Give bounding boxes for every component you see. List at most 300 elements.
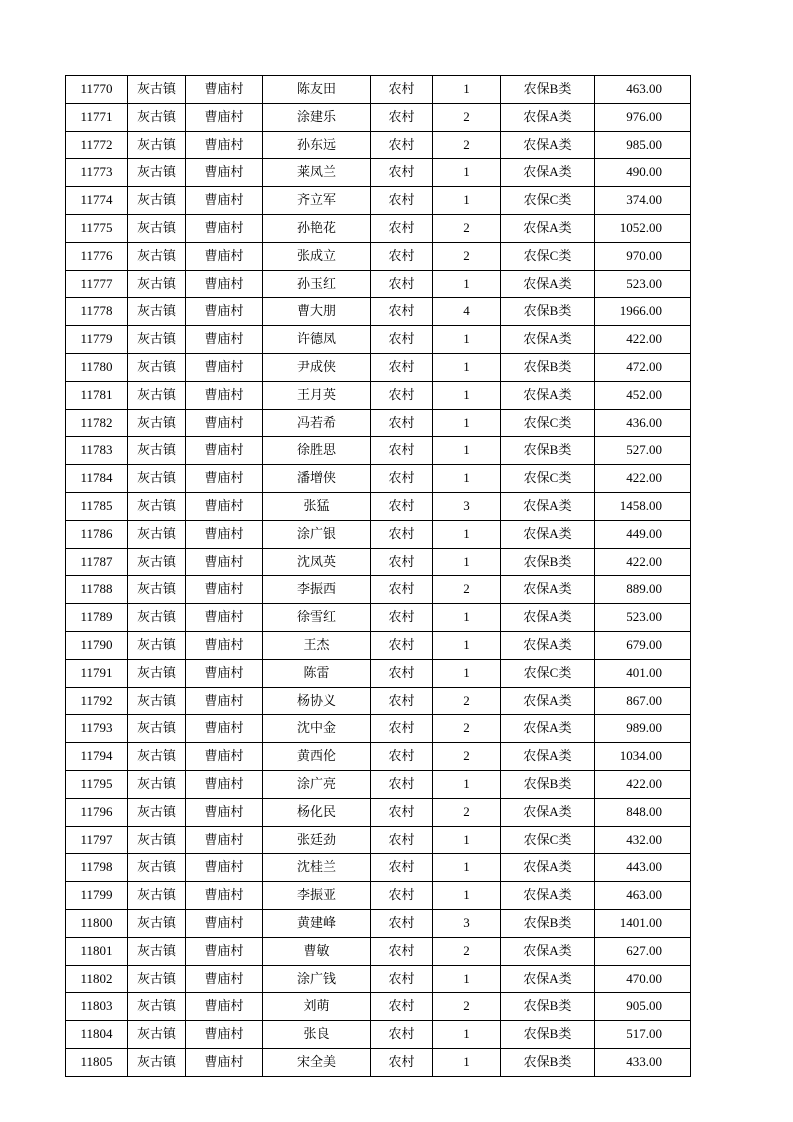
table-cell-count: 1 [433, 353, 501, 381]
table-cell-category: 农村 [371, 882, 433, 910]
data-table [65, 75, 691, 1077]
table-cell-serial: 11791 [66, 659, 128, 687]
table-cell-count: 1 [433, 854, 501, 882]
table-cell-town: 灰古镇 [128, 576, 186, 604]
table-cell-village: 曹庙村 [186, 993, 263, 1021]
table-cell-category: 农村 [371, 937, 433, 965]
table-cell-village: 曹庙村 [186, 437, 263, 465]
table-cell-name: 徐胜思 [263, 437, 371, 465]
table-cell-name: 杨协义 [263, 687, 371, 715]
table-cell-amount: 985.00 [595, 131, 691, 159]
table-cell-name: 王杰 [263, 631, 371, 659]
table-cell-village: 曹庙村 [186, 214, 263, 242]
table-cell-amount: 401.00 [595, 659, 691, 687]
table-cell-village: 曹庙村 [186, 492, 263, 520]
table-cell-category: 农村 [371, 131, 433, 159]
table-cell-name: 陈雷 [263, 659, 371, 687]
table-cell-amount: 1458.00 [595, 492, 691, 520]
table-cell-name: 李振西 [263, 576, 371, 604]
table-cell-amount: 517.00 [595, 1021, 691, 1049]
table-cell-amount: 422.00 [595, 770, 691, 798]
table-cell-insurance_type: 农保A类 [501, 381, 595, 409]
table-row [66, 492, 691, 520]
table-row [66, 214, 691, 242]
table-cell-insurance_type: 农保B类 [501, 548, 595, 576]
table-cell-insurance_type: 农保A类 [501, 492, 595, 520]
table-cell-serial: 11789 [66, 604, 128, 632]
table-cell-amount: 523.00 [595, 604, 691, 632]
table-cell-town: 灰古镇 [128, 242, 186, 270]
table-cell-insurance_type: 农保C类 [501, 826, 595, 854]
table-cell-count: 1 [433, 520, 501, 548]
table-cell-insurance_type: 农保B类 [501, 1048, 595, 1076]
table-cell-village: 曹庙村 [186, 76, 263, 104]
table-cell-village: 曹庙村 [186, 131, 263, 159]
table-cell-town: 灰古镇 [128, 353, 186, 381]
table-cell-village: 曹庙村 [186, 103, 263, 131]
table-cell-category: 农村 [371, 631, 433, 659]
table-cell-insurance_type: 农保C类 [501, 659, 595, 687]
table-row [66, 465, 691, 493]
table-cell-count: 1 [433, 1048, 501, 1076]
table-cell-town: 灰古镇 [128, 604, 186, 632]
table-row [66, 409, 691, 437]
table-cell-amount: 523.00 [595, 270, 691, 298]
table-cell-insurance_type: 农保C类 [501, 242, 595, 270]
table-cell-amount: 472.00 [595, 353, 691, 381]
table-cell-category: 农村 [371, 409, 433, 437]
table-cell-category: 农村 [371, 298, 433, 326]
table-cell-name: 孙玉红 [263, 270, 371, 298]
table-cell-amount: 449.00 [595, 520, 691, 548]
table-cell-town: 灰古镇 [128, 465, 186, 493]
table-cell-insurance_type: 农保A类 [501, 604, 595, 632]
table-cell-name: 张猛 [263, 492, 371, 520]
table-cell-count: 1 [433, 76, 501, 104]
table-cell-name: 曹大朋 [263, 298, 371, 326]
table-row [66, 798, 691, 826]
table-cell-category: 农村 [371, 520, 433, 548]
table-cell-category: 农村 [371, 854, 433, 882]
table-cell-amount: 679.00 [595, 631, 691, 659]
table-cell-serial: 11775 [66, 214, 128, 242]
table-cell-amount: 490.00 [595, 159, 691, 187]
table-cell-serial: 11779 [66, 326, 128, 354]
table-row [66, 159, 691, 187]
table-cell-category: 农村 [371, 381, 433, 409]
table-cell-serial: 11770 [66, 76, 128, 104]
table-cell-count: 2 [433, 103, 501, 131]
table-cell-town: 灰古镇 [128, 882, 186, 910]
table-cell-count: 4 [433, 298, 501, 326]
table-row [66, 1021, 691, 1049]
table-cell-serial: 11784 [66, 465, 128, 493]
table-cell-serial: 11805 [66, 1048, 128, 1076]
table-row [66, 854, 691, 882]
table-cell-amount: 433.00 [595, 1048, 691, 1076]
table-cell-name: 张廷劲 [263, 826, 371, 854]
table-cell-category: 农村 [371, 242, 433, 270]
table-cell-insurance_type: 农保B类 [501, 298, 595, 326]
table-row [66, 103, 691, 131]
table-cell-name: 宋全美 [263, 1048, 371, 1076]
table-cell-town: 灰古镇 [128, 214, 186, 242]
table-cell-town: 灰古镇 [128, 298, 186, 326]
table-cell-category: 农村 [371, 826, 433, 854]
table-cell-village: 曹庙村 [186, 270, 263, 298]
table-cell-insurance_type: 农保A类 [501, 854, 595, 882]
table-row [66, 187, 691, 215]
table-row [66, 993, 691, 1021]
table-cell-village: 曹庙村 [186, 937, 263, 965]
table-cell-category: 农村 [371, 715, 433, 743]
table-row [66, 270, 691, 298]
table-cell-insurance_type: 农保B类 [501, 437, 595, 465]
table-cell-category: 农村 [371, 103, 433, 131]
table-cell-amount: 867.00 [595, 687, 691, 715]
table-cell-serial: 11774 [66, 187, 128, 215]
table-cell-count: 1 [433, 965, 501, 993]
table-cell-village: 曹庙村 [186, 631, 263, 659]
table-cell-category: 农村 [371, 187, 433, 215]
table-cell-town: 灰古镇 [128, 520, 186, 548]
table-cell-count: 2 [433, 242, 501, 270]
table-body [66, 76, 691, 1077]
table-cell-category: 农村 [371, 993, 433, 1021]
table-cell-count: 3 [433, 492, 501, 520]
table-cell-serial: 11800 [66, 909, 128, 937]
table-row [66, 576, 691, 604]
table-cell-count: 3 [433, 909, 501, 937]
table-cell-serial: 11786 [66, 520, 128, 548]
table-cell-serial: 11798 [66, 854, 128, 882]
table-cell-category: 农村 [371, 76, 433, 104]
table-cell-insurance_type: 农保A类 [501, 576, 595, 604]
table-cell-count: 1 [433, 381, 501, 409]
table-cell-amount: 452.00 [595, 381, 691, 409]
table-cell-town: 灰古镇 [128, 103, 186, 131]
table-cell-town: 灰古镇 [128, 909, 186, 937]
table-cell-serial: 11793 [66, 715, 128, 743]
table-cell-name: 尹成侠 [263, 353, 371, 381]
table-cell-count: 1 [433, 1021, 501, 1049]
table-cell-count: 2 [433, 687, 501, 715]
table-cell-amount: 905.00 [595, 993, 691, 1021]
table-cell-insurance_type: 农保B类 [501, 909, 595, 937]
table-cell-insurance_type: 农保A类 [501, 743, 595, 771]
table-cell-town: 灰古镇 [128, 159, 186, 187]
table-cell-amount: 627.00 [595, 937, 691, 965]
table-cell-name: 沈中金 [263, 715, 371, 743]
table-cell-village: 曹庙村 [186, 770, 263, 798]
table-cell-insurance_type: 农保A类 [501, 214, 595, 242]
table-cell-town: 灰古镇 [128, 937, 186, 965]
table-cell-village: 曹庙村 [186, 604, 263, 632]
table-cell-town: 灰古镇 [128, 965, 186, 993]
table-row [66, 604, 691, 632]
table-cell-count: 1 [433, 409, 501, 437]
table-cell-village: 曹庙村 [186, 326, 263, 354]
table-cell-serial: 11771 [66, 103, 128, 131]
table-cell-category: 农村 [371, 326, 433, 354]
table-cell-amount: 432.00 [595, 826, 691, 854]
table-cell-amount: 470.00 [595, 965, 691, 993]
table-cell-count: 1 [433, 270, 501, 298]
table-row [66, 965, 691, 993]
table-cell-amount: 527.00 [595, 437, 691, 465]
table-row [66, 937, 691, 965]
table-cell-count: 2 [433, 214, 501, 242]
table-row [66, 1048, 691, 1076]
table-cell-amount: 1034.00 [595, 743, 691, 771]
table-cell-name: 刘萌 [263, 993, 371, 1021]
table-cell-insurance_type: 农保A类 [501, 715, 595, 743]
table-cell-town: 灰古镇 [128, 993, 186, 1021]
table-cell-insurance_type: 农保A类 [501, 937, 595, 965]
table-cell-town: 灰古镇 [128, 187, 186, 215]
table-cell-town: 灰古镇 [128, 854, 186, 882]
table-cell-insurance_type: 农保A类 [501, 270, 595, 298]
table-cell-town: 灰古镇 [128, 1048, 186, 1076]
table-cell-category: 农村 [371, 965, 433, 993]
table-cell-town: 灰古镇 [128, 826, 186, 854]
table-cell-count: 1 [433, 465, 501, 493]
table-cell-insurance_type: 农保C类 [501, 187, 595, 215]
table-cell-category: 农村 [371, 492, 433, 520]
table-cell-amount: 1966.00 [595, 298, 691, 326]
table-cell-insurance_type: 农保A类 [501, 882, 595, 910]
table-row [66, 520, 691, 548]
table-cell-serial: 11778 [66, 298, 128, 326]
table-cell-category: 农村 [371, 604, 433, 632]
table-row [66, 76, 691, 104]
table-cell-amount: 463.00 [595, 882, 691, 910]
table-cell-insurance_type: 农保A类 [501, 798, 595, 826]
table-cell-insurance_type: 农保A类 [501, 326, 595, 354]
table-row [66, 437, 691, 465]
table-cell-insurance_type: 农保B类 [501, 770, 595, 798]
table-cell-count: 1 [433, 659, 501, 687]
table-cell-count: 2 [433, 798, 501, 826]
table-cell-name: 许德凤 [263, 326, 371, 354]
table-cell-count: 2 [433, 743, 501, 771]
table-cell-category: 农村 [371, 743, 433, 771]
table-cell-town: 灰古镇 [128, 798, 186, 826]
table-row [66, 826, 691, 854]
table-cell-serial: 11787 [66, 548, 128, 576]
table-cell-serial: 11785 [66, 492, 128, 520]
table-cell-amount: 1401.00 [595, 909, 691, 937]
table-row [66, 715, 691, 743]
table-cell-amount: 989.00 [595, 715, 691, 743]
table-cell-category: 农村 [371, 798, 433, 826]
table-cell-amount: 976.00 [595, 103, 691, 131]
table-row [66, 326, 691, 354]
table-cell-category: 农村 [371, 1021, 433, 1049]
table-cell-serial: 11796 [66, 798, 128, 826]
table-cell-amount: 443.00 [595, 854, 691, 882]
table-cell-amount: 422.00 [595, 326, 691, 354]
table-cell-town: 灰古镇 [128, 492, 186, 520]
table-cell-serial: 11781 [66, 381, 128, 409]
table-row [66, 659, 691, 687]
table-cell-serial: 11783 [66, 437, 128, 465]
table-cell-town: 灰古镇 [128, 687, 186, 715]
table-row [66, 353, 691, 381]
table-cell-count: 2 [433, 715, 501, 743]
table-cell-town: 灰古镇 [128, 770, 186, 798]
table-row [66, 242, 691, 270]
table-cell-village: 曹庙村 [186, 882, 263, 910]
table-cell-serial: 11788 [66, 576, 128, 604]
table-cell-insurance_type: 农保A类 [501, 520, 595, 548]
table-cell-name: 王月英 [263, 381, 371, 409]
table-cell-amount: 848.00 [595, 798, 691, 826]
table-cell-count: 2 [433, 993, 501, 1021]
table-cell-category: 农村 [371, 548, 433, 576]
table-row [66, 743, 691, 771]
table-cell-insurance_type: 农保A类 [501, 159, 595, 187]
table-cell-town: 灰古镇 [128, 743, 186, 771]
table-cell-village: 曹庙村 [186, 687, 263, 715]
table-cell-name: 涂广钱 [263, 965, 371, 993]
table-cell-category: 农村 [371, 437, 433, 465]
table-cell-insurance_type: 农保C类 [501, 409, 595, 437]
table-cell-serial: 11776 [66, 242, 128, 270]
table-cell-insurance_type: 农保A类 [501, 631, 595, 659]
table-row [66, 770, 691, 798]
table-cell-village: 曹庙村 [186, 159, 263, 187]
table-cell-name: 孙东远 [263, 131, 371, 159]
table-cell-village: 曹庙村 [186, 659, 263, 687]
table-cell-category: 农村 [371, 770, 433, 798]
table-cell-serial: 11797 [66, 826, 128, 854]
table-cell-category: 农村 [371, 353, 433, 381]
table-cell-name: 冯若希 [263, 409, 371, 437]
table-cell-category: 农村 [371, 270, 433, 298]
table-cell-category: 农村 [371, 159, 433, 187]
table-cell-village: 曹庙村 [186, 909, 263, 937]
table-row [66, 131, 691, 159]
table-cell-serial: 11790 [66, 631, 128, 659]
table-cell-count: 1 [433, 604, 501, 632]
table-cell-town: 灰古镇 [128, 715, 186, 743]
table-cell-category: 农村 [371, 214, 433, 242]
table-cell-name: 徐雪红 [263, 604, 371, 632]
table-cell-serial: 11801 [66, 937, 128, 965]
table-cell-town: 灰古镇 [128, 1021, 186, 1049]
table-cell-name: 黄建峰 [263, 909, 371, 937]
table-cell-name: 张良 [263, 1021, 371, 1049]
table-cell-town: 灰古镇 [128, 659, 186, 687]
table-cell-insurance_type: 农保A类 [501, 131, 595, 159]
table-cell-serial: 11773 [66, 159, 128, 187]
table-cell-village: 曹庙村 [186, 965, 263, 993]
table-row [66, 909, 691, 937]
table-cell-village: 曹庙村 [186, 1048, 263, 1076]
table-cell-serial: 11802 [66, 965, 128, 993]
table-cell-amount: 422.00 [595, 548, 691, 576]
table-cell-name: 莱凤兰 [263, 159, 371, 187]
table-cell-count: 1 [433, 882, 501, 910]
table-cell-village: 曹庙村 [186, 715, 263, 743]
table-cell-serial: 11777 [66, 270, 128, 298]
table-cell-name: 杨化民 [263, 798, 371, 826]
table-cell-name: 黄西伦 [263, 743, 371, 771]
table-cell-insurance_type: 农保A类 [501, 687, 595, 715]
table-cell-village: 曹庙村 [186, 409, 263, 437]
table-cell-insurance_type: 农保B类 [501, 1021, 595, 1049]
table-cell-serial: 11772 [66, 131, 128, 159]
table-cell-name: 曹敏 [263, 937, 371, 965]
table-cell-village: 曹庙村 [186, 298, 263, 326]
table-cell-town: 灰古镇 [128, 326, 186, 354]
table-cell-amount: 1052.00 [595, 214, 691, 242]
table-cell-name: 潘增侠 [263, 465, 371, 493]
table-cell-insurance_type: 农保C类 [501, 465, 595, 493]
table-cell-insurance_type: 农保A类 [501, 103, 595, 131]
table-cell-category: 农村 [371, 687, 433, 715]
table-cell-name: 张成立 [263, 242, 371, 270]
table-cell-village: 曹庙村 [186, 826, 263, 854]
table-cell-village: 曹庙村 [186, 465, 263, 493]
table-cell-count: 1 [433, 826, 501, 854]
table-cell-village: 曹庙村 [186, 242, 263, 270]
table-cell-count: 1 [433, 548, 501, 576]
table-cell-amount: 436.00 [595, 409, 691, 437]
table-cell-count: 1 [433, 631, 501, 659]
table-cell-count: 1 [433, 326, 501, 354]
table-row [66, 687, 691, 715]
table-cell-village: 曹庙村 [186, 576, 263, 604]
table-cell-village: 曹庙村 [186, 1021, 263, 1049]
table-cell-count: 1 [433, 770, 501, 798]
table-cell-village: 曹庙村 [186, 854, 263, 882]
table-cell-serial: 11782 [66, 409, 128, 437]
table-cell-town: 灰古镇 [128, 131, 186, 159]
table-cell-insurance_type: 农保A类 [501, 965, 595, 993]
table-cell-name: 涂广亮 [263, 770, 371, 798]
table-cell-town: 灰古镇 [128, 270, 186, 298]
table-cell-village: 曹庙村 [186, 548, 263, 576]
table-cell-serial: 11795 [66, 770, 128, 798]
table-cell-amount: 970.00 [595, 242, 691, 270]
table-cell-name: 齐立军 [263, 187, 371, 215]
table-cell-town: 灰古镇 [128, 437, 186, 465]
table-cell-village: 曹庙村 [186, 187, 263, 215]
table-cell-village: 曹庙村 [186, 743, 263, 771]
table-row [66, 298, 691, 326]
table-cell-count: 2 [433, 576, 501, 604]
table-cell-town: 灰古镇 [128, 631, 186, 659]
table-cell-count: 2 [433, 131, 501, 159]
table-cell-amount: 422.00 [595, 465, 691, 493]
table-cell-serial: 11803 [66, 993, 128, 1021]
table-row [66, 882, 691, 910]
table-cell-town: 灰古镇 [128, 76, 186, 104]
table-cell-serial: 11804 [66, 1021, 128, 1049]
table-cell-name: 沈凤英 [263, 548, 371, 576]
table-cell-town: 灰古镇 [128, 409, 186, 437]
table-row [66, 548, 691, 576]
table-cell-serial: 11792 [66, 687, 128, 715]
table-cell-name: 涂建乐 [263, 103, 371, 131]
table-cell-name: 陈友田 [263, 76, 371, 104]
table-cell-insurance_type: 农保B类 [501, 76, 595, 104]
table-cell-serial: 11780 [66, 353, 128, 381]
table-cell-town: 灰古镇 [128, 381, 186, 409]
table-cell-name: 涂广银 [263, 520, 371, 548]
